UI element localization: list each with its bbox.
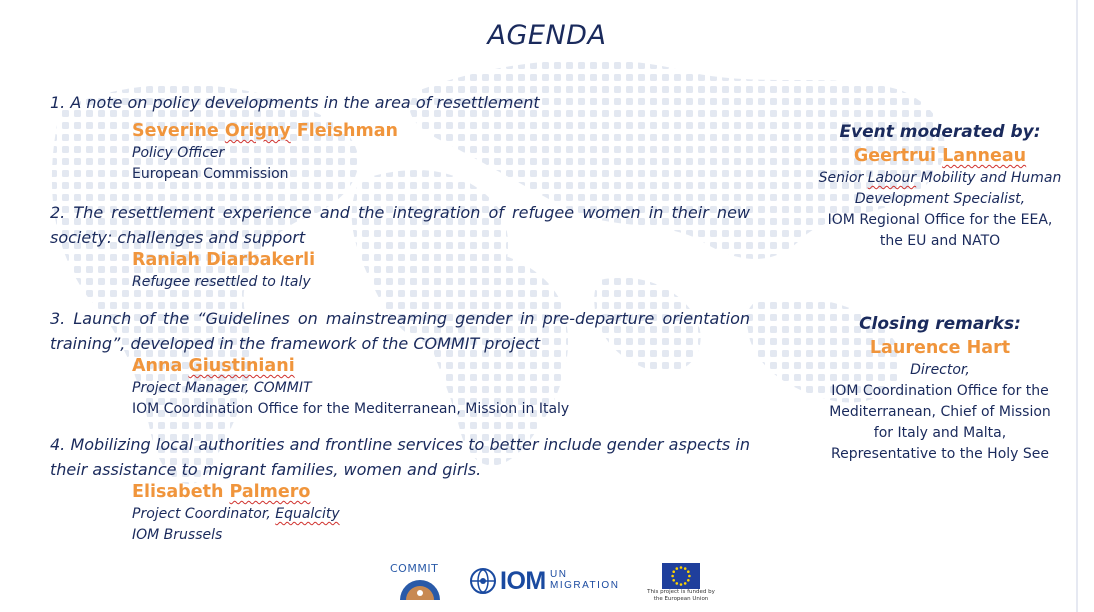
speaker-organization: IOM Coordination Office for the Mediterranean, Mission in Italy — [132, 401, 570, 417]
speaker-organization: IOM Brussels — [132, 527, 223, 543]
moderator-role: Senior Labour Mobility and Human Development Specialist, — [818, 170, 1062, 207]
agenda-item-1 — [50, 90, 750, 185]
agenda-item-title: 3. Launch of the “Guidelines on mainstreaming gender in pre-departure orientation training”, developed in the framework of the COMMIT project — [50, 309, 750, 353]
closing-speaker-role: Director, — [910, 362, 970, 378]
agenda-item-4 — [50, 432, 750, 546]
iom-emblem-icon — [470, 568, 496, 594]
moderator-block — [790, 120, 1090, 252]
closing-speaker-name: Laurence Hart — [869, 338, 1011, 358]
commit-globe-icon — [388, 560, 450, 600]
iom-un-migration-logo: IOM UN MIGRATION — [470, 566, 630, 596]
speaker-role: Project Manager, COMMIT — [132, 380, 312, 396]
closing-org-line-2: Mediterranean, Chief of Mission — [829, 404, 1051, 420]
moderator-heading: Event moderated by: — [839, 122, 1041, 142]
agenda-item-title: 1. A note on policy developments in the area of resettlement — [50, 93, 540, 112]
agenda-item-title: 2. The resettlement experience and the integration of refugee women in their new society: challenges and support — [50, 203, 750, 247]
eu-caption-line-2: the European Union — [653, 596, 709, 602]
moderator-name: Geertrui Lanneau — [853, 146, 1027, 166]
closing-org-line-4: Representative to the Holy See — [831, 446, 1049, 462]
eu-funding-logo — [645, 563, 717, 611]
commit-logo: COMMIT — [388, 560, 450, 600]
speaker-name: Raniah Diarbakerli — [132, 250, 316, 270]
closing-org-line-3: for Italy and Malta, — [873, 425, 1007, 441]
eu-caption-line-1: This project is funded by — [647, 589, 715, 595]
speaker-role: Policy Officer — [132, 145, 225, 161]
eu-flag-icon — [662, 563, 700, 589]
speaker-name: Elisabeth Palmero — [132, 482, 311, 502]
agenda-item-3 — [50, 306, 750, 420]
right-edge-divider — [1076, 0, 1078, 612]
speaker-role: Refugee resettled to Italy — [132, 274, 311, 290]
moderator-org-line-1: IOM Regional Office for the EEA, — [827, 212, 1053, 228]
page-title: AGENDA — [487, 20, 607, 51]
speaker-organization: European Commission — [132, 166, 289, 182]
closing-heading: Closing remarks: — [859, 314, 1021, 334]
agenda-item-2 — [50, 200, 750, 293]
speaker-name: Anna Giustiniani — [132, 356, 295, 376]
speaker-role: Project Coordinator, Equalcity — [132, 506, 340, 522]
speaker-name: Severine Origny Fleishman — [132, 121, 399, 141]
moderator-org-line-2: the EU and NATO — [879, 233, 1001, 249]
closing-org-line-1: IOM Coordination Office for the — [831, 383, 1049, 399]
agenda-item-title: 4. Mobilizing local authorities and frontline services to better include gender aspects in their assistance to migrant families, women and girls. — [50, 435, 750, 479]
closing-remarks-block — [790, 312, 1090, 465]
